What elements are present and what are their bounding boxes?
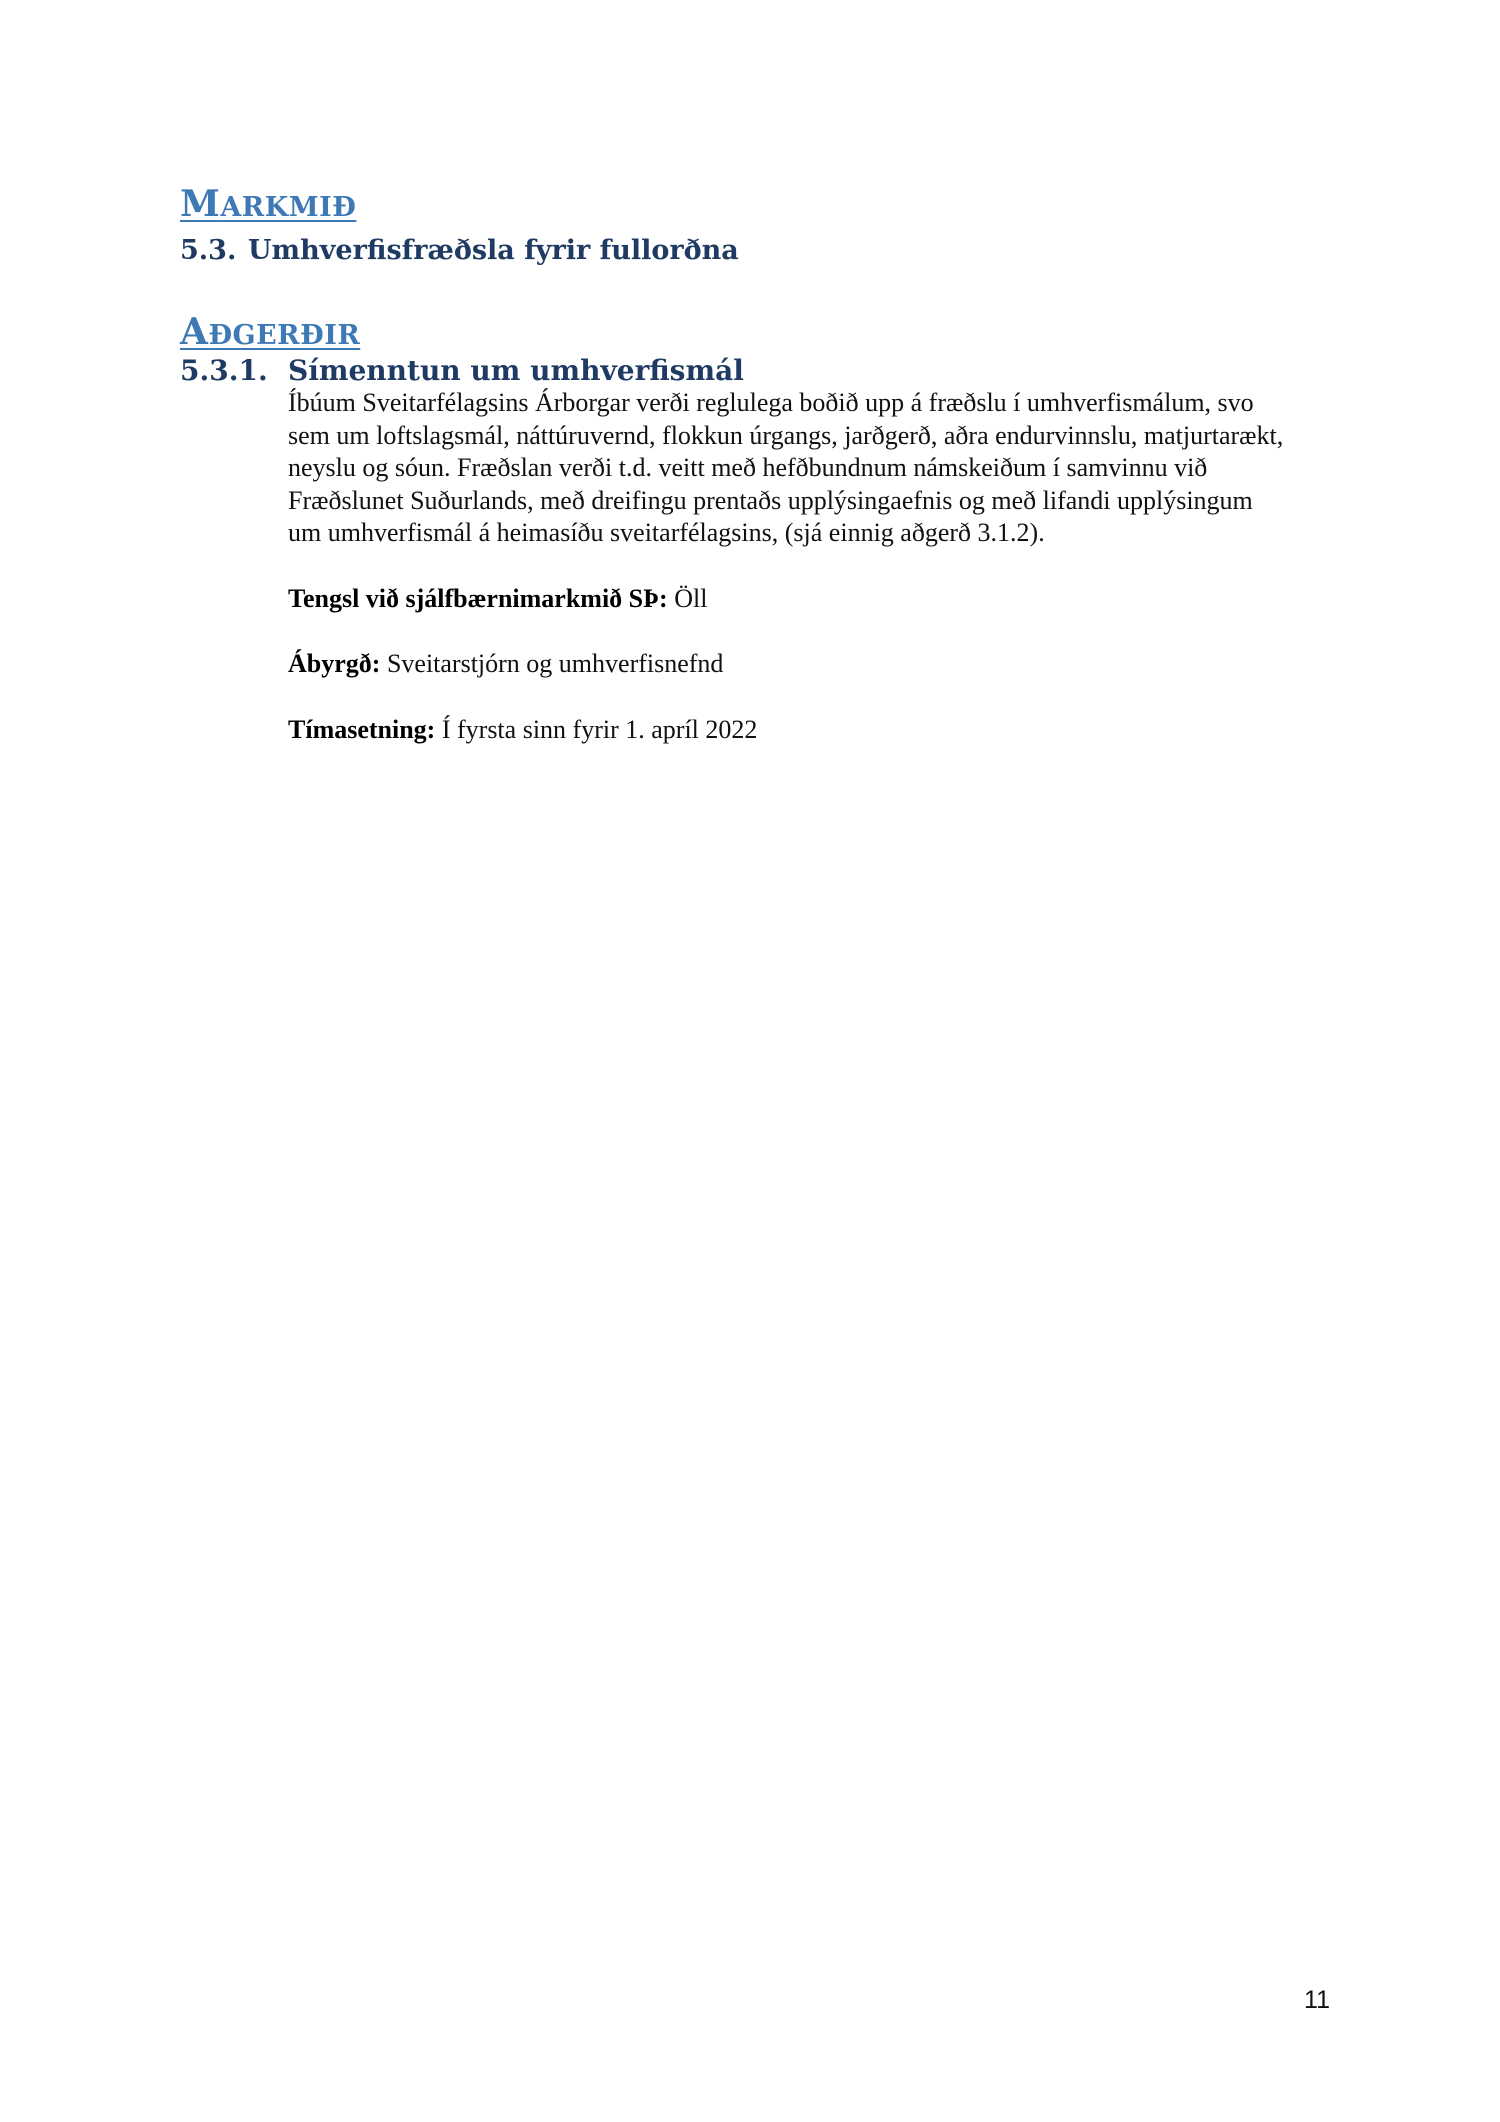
action-description: Íbúum Sveitarfélagsins Árborgar verði reglulega boðið upp á fræðslu í umhverfismálum, svo sem um loftslagsmál, náttúruvernd, flokkun úrgangs, jarðgerð, aðra endurvinnslu, matjurtarækt, neyslu og sóun. Fræðslan verði t.d. veitt með hefðbundnum námskeiðum í samvinnu við Fræðslunet Suðurlands, með dreifingu prentaðs upplýsingaefnis og með lifandi upplýsingum um umhverfismál á heimasíðu sveitarfélagsins, (sjá einnig aðgerð 3.1.2). — [288, 388, 1284, 548]
page-number: 11 — [1304, 1986, 1330, 2014]
sdg-label: Tengsl við sjálfbærnimarkmið SÞ: — [288, 583, 668, 613]
goal-title: Umhverfisfræðsla fyrir fullorðna — [248, 235, 739, 266]
action-number: 5.3.1. — [180, 354, 268, 387]
actions-heading-rest: ÐGERÐIR — [208, 320, 361, 351]
sdg-value: Öll — [667, 583, 708, 613]
action-heading — [180, 355, 1330, 387]
action-item — [180, 355, 1330, 746]
goal-heading — [180, 235, 739, 267]
goals-heading-initial: M — [180, 183, 221, 225]
actions-heading-initial: A — [180, 311, 209, 353]
actions-section-heading — [180, 311, 361, 353]
responsibility-value: Sveitarstjórn og umhverfisnefnd — [380, 649, 724, 679]
goals-section-heading — [180, 183, 357, 225]
responsibility-line — [288, 648, 1288, 681]
action-title: Símenntun um umhverfismál — [288, 354, 744, 387]
goals-heading-rest: ARKMIÐ — [220, 192, 357, 223]
sdg-link-line — [288, 583, 1288, 616]
goal-number: 5.3. — [180, 235, 237, 266]
responsibility-label: Ábyrgð: — [288, 649, 381, 679]
action-body — [288, 387, 1288, 746]
timing-label: Tímasetning: — [288, 714, 436, 744]
timing-line — [288, 714, 1288, 747]
timing-value: Í fyrsta sinn fyrir 1. apríl 2022 — [435, 714, 758, 744]
